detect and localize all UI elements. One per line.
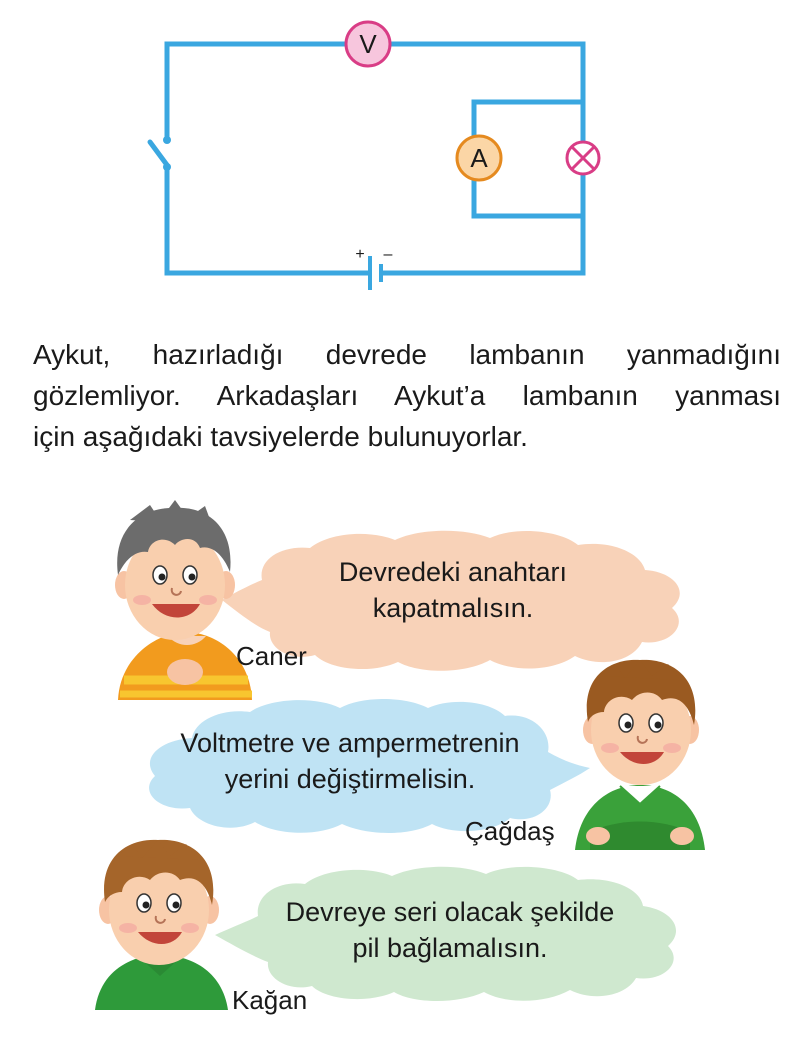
ammeter-label: A	[470, 143, 488, 173]
intro-line: için aşağıdaki tavsiyelerde bulunuyorlar.	[33, 421, 528, 452]
speech-line: yerini değiştirmelisin.	[224, 764, 476, 794]
speech-line: kapatmalısın.	[372, 593, 534, 623]
cagdas-character	[575, 660, 705, 850]
speech-line: Devredeki anahtarı	[338, 557, 568, 587]
voltmeter-label: V	[359, 29, 377, 59]
kagan-speech	[250, 894, 650, 966]
kagan-character	[95, 840, 228, 1010]
caner-name: Caner	[236, 641, 307, 671]
speech-line: Devreye seri olacak şekilde	[285, 897, 615, 927]
cagdas-name: Çağdaş	[465, 816, 555, 846]
caner-speech	[268, 554, 638, 626]
speech-line: Voltmetre ve ampermetrenin	[180, 728, 520, 758]
kagan-name: Kağan	[232, 985, 308, 1015]
battery-minus-sign: –	[383, 246, 393, 263]
intro-line: Aykut, hazırladığı devrede lambanın yanmadığını	[33, 339, 781, 370]
battery-plus-sign: +	[355, 246, 365, 263]
cagdas-speech	[150, 725, 550, 797]
intro-line: gözlemliyor. Arkadaşları Aykut’a lambanın yanması	[33, 380, 781, 411]
speech-line: pil bağlamalısın.	[352, 933, 548, 963]
